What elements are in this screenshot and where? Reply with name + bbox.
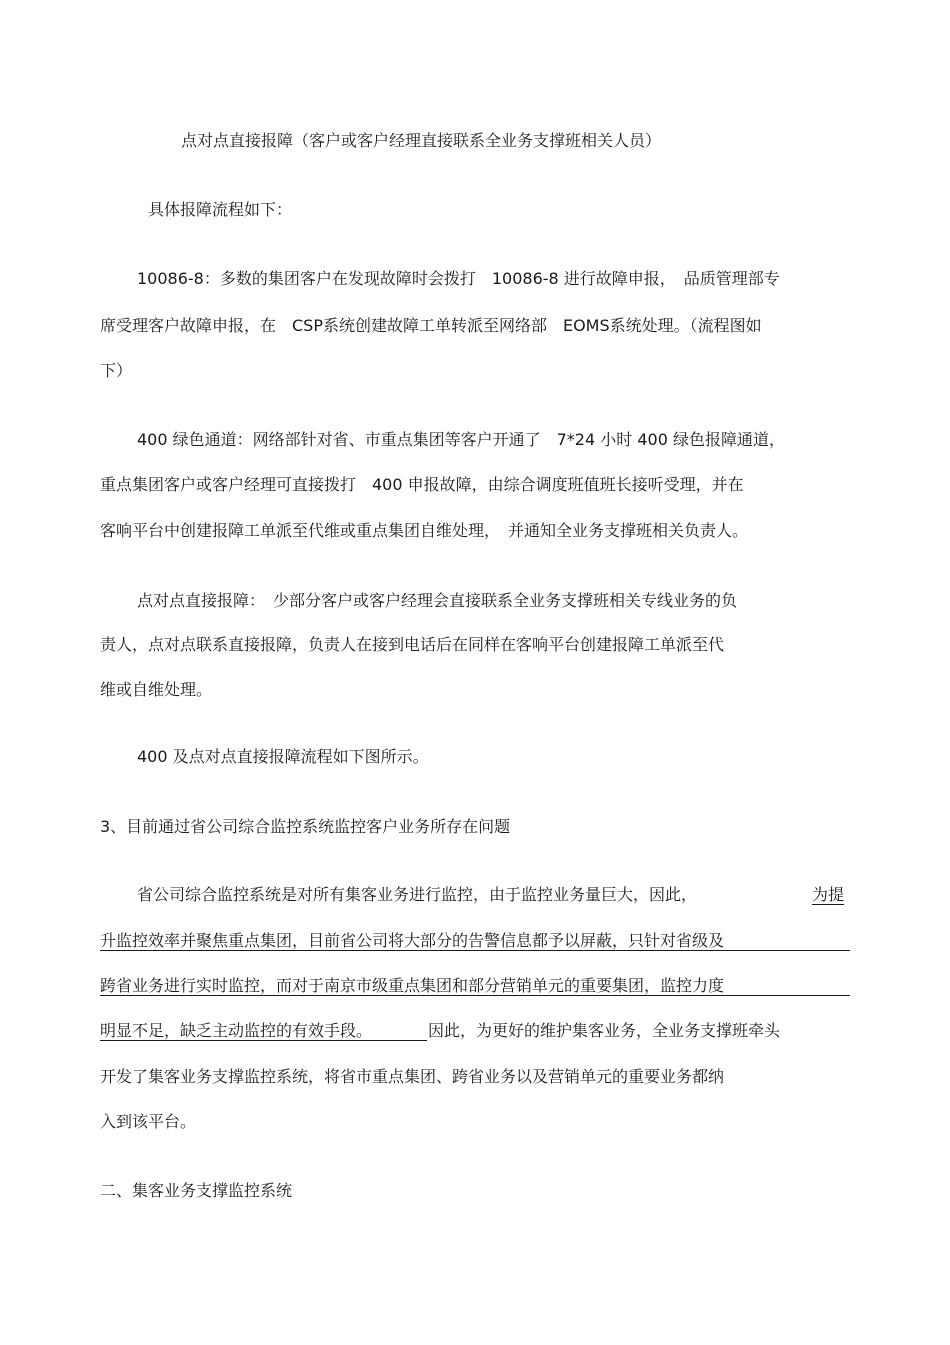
paragraph-p2p-line2: 责人，点对点联系直接报障，负责人在接到电话后在同样在客响平台创建报障工单派至代	[100, 635, 725, 654]
paragraph-figure-reference: 400 及点对点直接报障流程如下图所示。	[137, 747, 429, 766]
paragraph-monitor-line4: 因此，为更好的维护集客业务，全业务支撑班牵头	[428, 1021, 781, 1040]
paragraph-intro: 具体报障流程如下：	[148, 200, 293, 219]
section-heading-2: 二、集客业务支撑监控系统	[100, 1181, 293, 1200]
paragraph-10086-line1: 10086-8：多数的集团客户在发现故障时会拨打 10086-8 进行故障申报， 品质管理部专	[137, 269, 780, 288]
paragraph-monitor-line5: 开发了集客业务支撑监控系统，将省市重点集团、跨省业务以及营销单元的重要业务都纳	[100, 1067, 725, 1086]
section-heading-3: 3、目前通过省公司综合监控系统监控客户业务所存在问题	[100, 817, 511, 836]
paragraph-400-line1: 400 绿色通道：网络部针对省、市重点集团等客户开通了 7*24 小时 400 绿色报障通道，	[137, 430, 785, 449]
paragraph-10086-line3: 下）	[100, 361, 133, 380]
paragraph-p2p-line1: 点对点直接报障： 少部分客户或客户经理会直接联系全业务支撑班相关专线业务的负	[137, 591, 738, 610]
section-heading-point-to-point: 点对点直接报障（客户或客户经理直接联系全业务支撑班相关人员）	[181, 131, 662, 150]
paragraph-monitor-line1: 省公司综合监控系统是对所有集客业务进行监控，由于监控业务量巨大，因此，	[137, 885, 698, 904]
paragraph-10086-line2: 席受理客户故障申报，在 CSP系统创建故障工单转派至网络部 EOMS系统处理。（流程图如	[100, 316, 762, 335]
paragraph-400-line2: 重点集团客户或客户经理可直接拨打 400 申报故障，由综合调度班值班长接听受理，并在	[100, 475, 744, 494]
underline-rule	[100, 1040, 427, 1041]
paragraph-monitor-line2: 升监控效率并聚焦重点集团，目前省公司将大部分的告警信息都予以屏蔽，只针对省级及	[100, 931, 725, 950]
paragraph-monitor-line6: 入到该平台。	[100, 1112, 197, 1131]
paragraph-p2p-line3: 维或自维处理。	[100, 680, 213, 699]
underline-rule	[100, 995, 850, 996]
underline-rule	[100, 950, 850, 951]
paragraph-400-line3: 客响平台中创建报障工单派至代维或重点集团自维处理， 并通知全业务支撑班相关负责人。	[100, 521, 749, 540]
paragraph-monitor-line4-underlined: 明显不足，缺乏主动监控的有效手段。	[100, 1021, 373, 1040]
paragraph-monitor-line3: 跨省业务进行实时监控，而对于南京市级重点集团和部分营销单元的重要集团，监控力度	[100, 976, 725, 995]
paragraph-monitor-line1-underlined: 为提	[812, 885, 845, 904]
